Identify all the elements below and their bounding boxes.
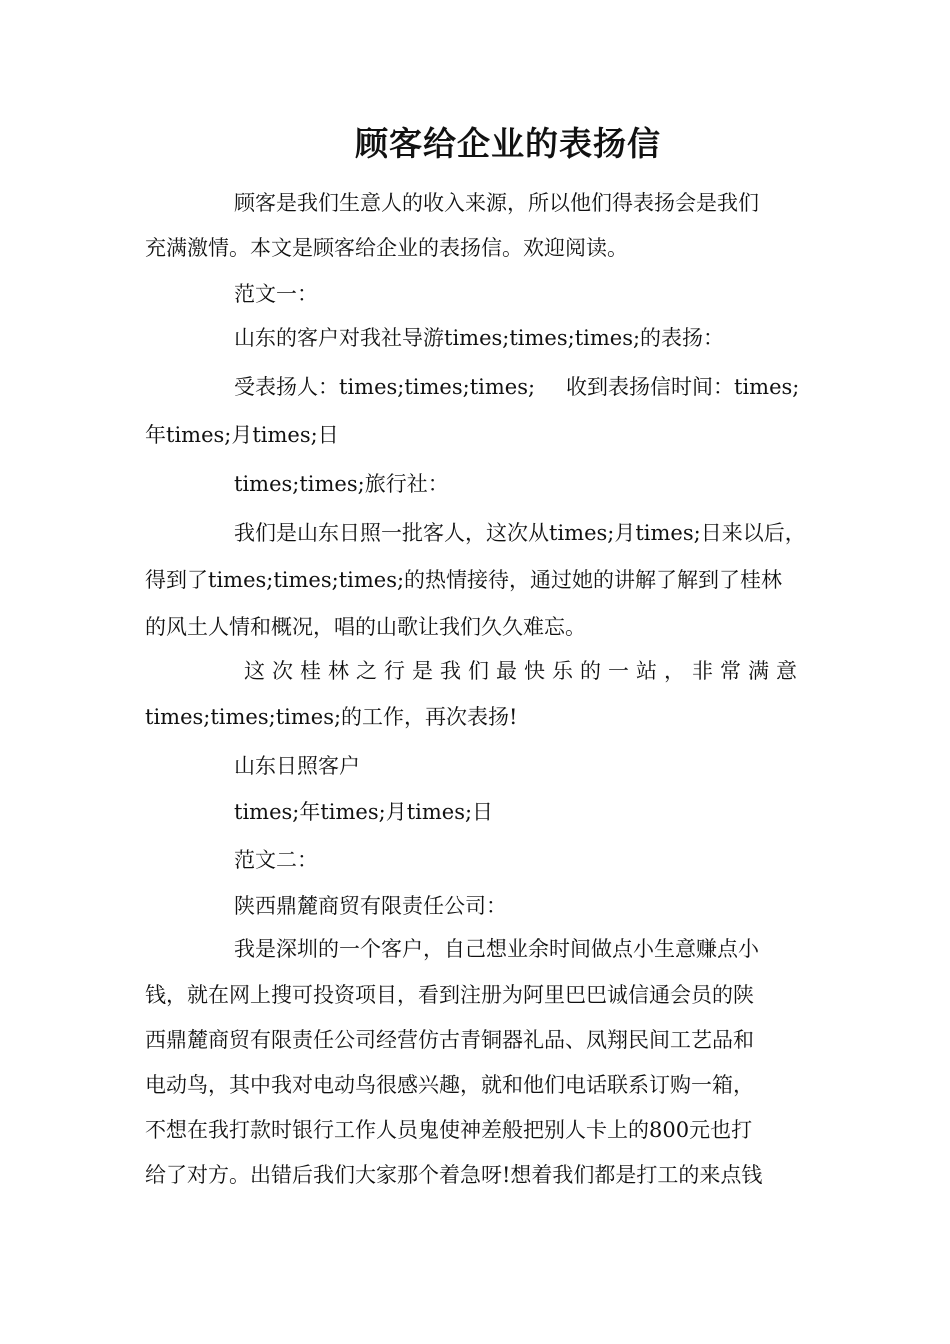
paragraph-line: 不想在我打款时银行工作人员鬼使神差般把别人卡上的800元也打 <box>145 1118 753 1142</box>
paragraph-line: 年times;月times;日 <box>145 423 339 447</box>
paragraph-line: 钱，就在网上搜可投资项目，看到注册为阿里巴巴诚信通会员的陕 <box>145 983 754 1007</box>
paragraph-line: 充满激情。本文是顾客给企业的表扬信。欢迎阅读。 <box>145 236 628 260</box>
paragraph-line: 我们是山东日照一批客人，这次从times;月times;日来以后， <box>234 521 806 545</box>
paragraph-line: 得到了times;times;times;的热情接待，通过她的讲解了解到了桂林 <box>145 568 783 592</box>
paragraph-line: 山东的客户对我社导游times;times;times;的表扬： <box>234 326 725 350</box>
section-heading: 范文一： <box>234 282 318 306</box>
salutation-line: times;times;旅行社： <box>234 472 449 496</box>
paragraph-line: 受表扬人：times;times;times; <box>234 375 536 399</box>
paragraph-line: times;times;times;的工作，再次表扬! <box>145 705 518 729</box>
paragraph-line: 西鼎麓商贸有限责任公司经营仿古青铜器礼品、凤翔民间工艺品和 <box>145 1028 754 1052</box>
paragraph-line: 我是深圳的一个客户，自己想业余时间做点小生意赚点小 <box>234 937 759 961</box>
signature-line: 山东日照客户 <box>234 754 360 778</box>
paragraph-line: 这次桂林之行是我们最快乐的一站，非常满意 <box>244 659 804 683</box>
paragraph-line: 收到表扬信时间：times; <box>566 375 800 399</box>
date-line: times;年times;月times;日 <box>234 800 494 824</box>
paragraph-line: 顾客是我们生意人的收入来源，所以他们得表扬会是我们 <box>234 191 759 215</box>
paragraph-line: 给了对方。出错后我们大家那个着急呀!想着我们都是打工的来点钱 <box>145 1163 763 1187</box>
document-title: 顾客给企业的表扬信 <box>355 124 661 163</box>
paragraph-line: 的风土人情和概况，唱的山歌让我们久久难忘。 <box>145 615 586 639</box>
paragraph-line: 电动鸟，其中我对电动鸟很感兴趣，就和他们电话联系订购一箱， <box>145 1073 754 1097</box>
salutation-line: 陕西鼎麓商贸有限责任公司： <box>234 894 507 918</box>
section-heading: 范文二： <box>234 848 318 872</box>
